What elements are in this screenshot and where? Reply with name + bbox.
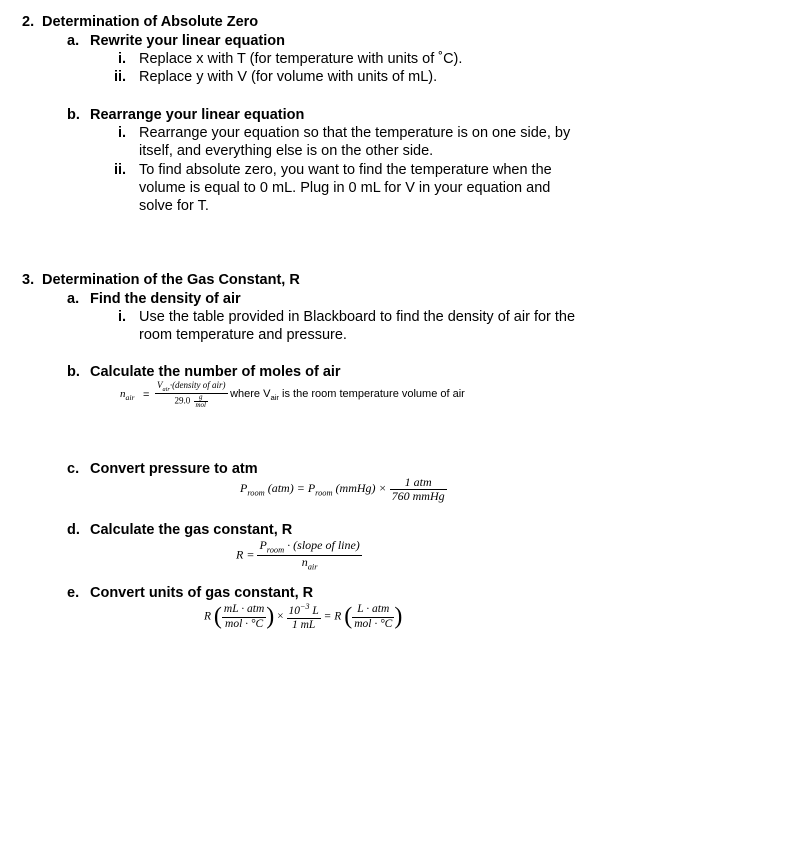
section-2a-label: a. bbox=[67, 33, 80, 49]
section-3-number: 3. bbox=[22, 272, 35, 288]
units-l-atm-den: mol · °C bbox=[354, 617, 393, 630]
section-3d-title: Calculate the gas constant, R bbox=[90, 522, 293, 538]
section-2a-title: Rewrite your linear equation bbox=[90, 33, 285, 49]
n-air-symbol: n bbox=[120, 387, 126, 400]
section-3c-label: c. bbox=[67, 461, 80, 477]
n-air-denominator: n bbox=[301, 555, 308, 570]
slope-of-line-term: · (slope of line) bbox=[284, 538, 360, 552]
atm-conversion-numerator: 1 atm bbox=[404, 475, 432, 489]
section-2b-item-2-line-1: To find absolute zero, you want to find the temperature when the bbox=[139, 162, 552, 178]
section-3b-label: b. bbox=[67, 364, 80, 380]
r-symbol: R bbox=[204, 610, 212, 623]
section-3a-item-1-line-1: Use the table provided in Blackboard to find the density of air for the bbox=[139, 309, 576, 325]
moles-fraction bbox=[155, 381, 228, 409]
ml-to-l-den: 1 mL bbox=[287, 618, 321, 632]
molar-mass-value: 29.0 bbox=[174, 395, 191, 406]
pressure-conversion-equation: $P_{room}$ $(atm) = P_{room}$ (mmHg) × $\frac{\text{1 atm}}{\text{760 mmHg}}$ bbox=[240, 475, 445, 504]
section-2b-item-2-line-3: solve for T. bbox=[139, 198, 209, 214]
molar-mass-unit-num: g bbox=[199, 393, 203, 402]
moles-of-air-equation bbox=[120, 381, 465, 409]
units-l-atm-num: L · atm bbox=[357, 603, 390, 616]
atm-conversion-fraction bbox=[390, 476, 447, 503]
section-3a-label: a. bbox=[67, 291, 80, 307]
density-of-air-term: ·(density of air) bbox=[169, 380, 226, 390]
times-sign: × bbox=[277, 610, 284, 623]
v-air-subscript: air bbox=[162, 385, 170, 393]
section-2a-item-2-text: Replace y with V (for volume with units of mL). bbox=[139, 69, 438, 85]
section-2b-title: Rearrange your linear equation bbox=[90, 107, 305, 123]
section-2a-item-2-num: ii. bbox=[114, 69, 127, 85]
section-3-heading: Determination of the Gas Constant, R bbox=[42, 272, 300, 288]
section-2b-item-1-line-2: itself, and everything else is on the other side. bbox=[139, 143, 434, 159]
section-3a-item-1-num: i. bbox=[118, 309, 127, 325]
n-air-subscript: air bbox=[125, 392, 135, 402]
molar-mass-unit-den: mol bbox=[195, 401, 206, 410]
equals-r: = R bbox=[323, 610, 342, 623]
section-3e-title: Convert units of gas constant, R bbox=[90, 585, 314, 601]
section-2b-item-1-num: i. bbox=[118, 125, 127, 141]
section-2b-label: b. bbox=[67, 107, 80, 123]
v-air-note: where $V_{air}$ is the room temperature volume of air bbox=[230, 387, 465, 402]
mmhg-unit: (mmHg) × bbox=[332, 480, 387, 495]
section-3b-title: Calculate the number of moles of air bbox=[90, 364, 341, 380]
atm-conversion-denominator: 760 mmHg bbox=[391, 489, 445, 504]
section-3a-item-1-line-2: room temperature and pressure. bbox=[139, 327, 347, 343]
section-2a-item-1-text: Replace x with T (for temperature with units of ˚C). bbox=[139, 51, 463, 67]
unit-conversion-equation: R ( $\frac{\text{mL · atm}}{\text{mol · °C}}$ ) × $\frac{10^{-3} L}{1 mL}$ = R ( $\frac{\text{L · atm}}{\text{mol · °C}}$ ) bbox=[204, 602, 403, 632]
gas-constant-equation bbox=[236, 539, 362, 572]
units-ml-atm-num: mL · atm bbox=[223, 603, 265, 616]
units-ml-atm-fraction bbox=[222, 603, 266, 630]
equals-sign: = bbox=[143, 388, 150, 401]
v-air-symbol: V bbox=[156, 380, 163, 390]
ml-to-l-fraction: $\frac{10^{-3} L}{1 mL}$ bbox=[288, 602, 319, 632]
p-room-symbol: P bbox=[240, 480, 248, 495]
units-ml-atm-den: mol · °C bbox=[222, 617, 266, 631]
section-2b-item-2-num: ii. bbox=[114, 162, 127, 178]
section-3a-title: Find the density of air bbox=[90, 291, 241, 307]
p-room-symbol-2: P bbox=[307, 480, 316, 495]
section-2a-item-1-num: i. bbox=[118, 51, 127, 67]
gas-constant-fraction: $\frac{P_{room} \cdot (slope of line)}{n_{air}}$ bbox=[259, 538, 360, 572]
section-3d-label: d. bbox=[67, 522, 80, 538]
section-2-heading: Determination of Absolute Zero bbox=[42, 14, 259, 30]
r-equals: R = bbox=[236, 547, 255, 562]
section-2b-item-2-line-2: volume is equal to 0 mL. Plug in 0 mL for V in your equation and bbox=[139, 180, 551, 196]
atm-unit: (atm) = bbox=[264, 480, 308, 495]
section-2-number: 2. bbox=[22, 14, 35, 30]
section-3e-label: e. bbox=[67, 585, 80, 601]
units-l-atm-fraction bbox=[352, 603, 394, 630]
section-2b-item-1-line-1: Rearrange your equation so that the temperature is on one side, by bbox=[139, 125, 571, 141]
p-room-numerator: P bbox=[259, 538, 267, 552]
section-3c-title: Convert pressure to atm bbox=[90, 461, 258, 477]
